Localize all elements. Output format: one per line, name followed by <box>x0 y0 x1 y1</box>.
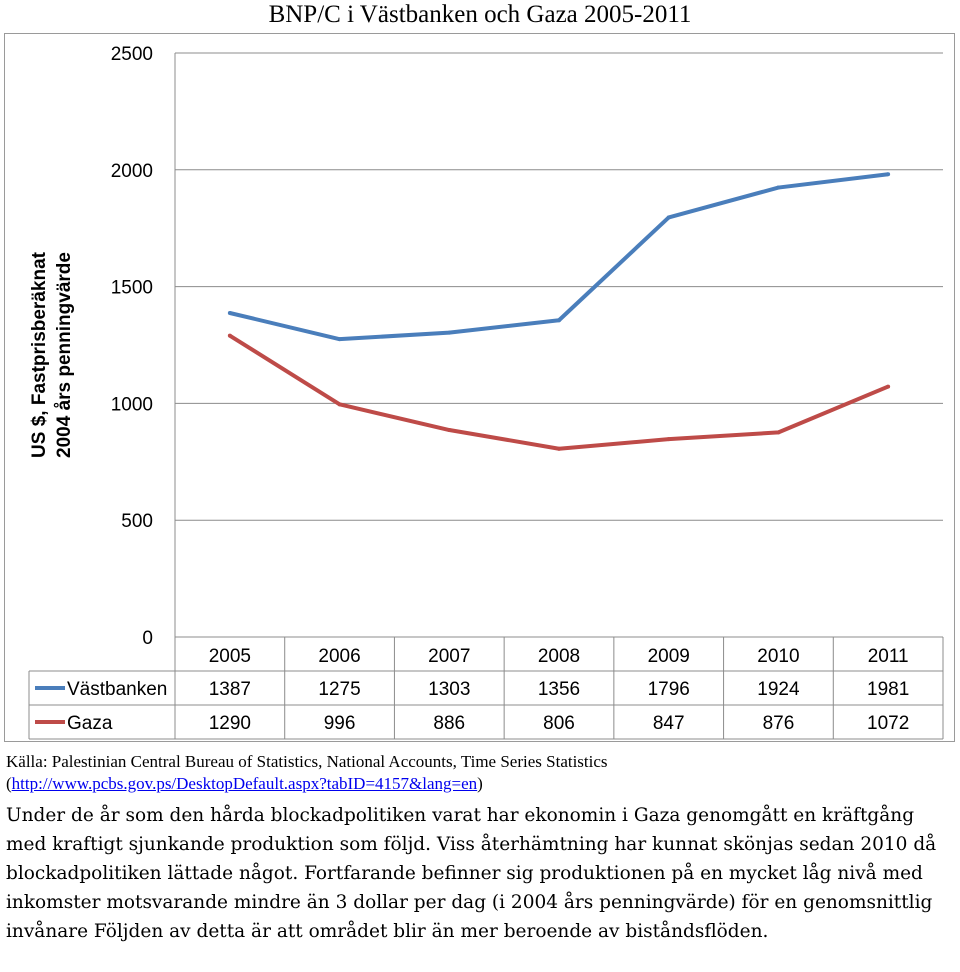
table-value-västbanken-2005: 1387 <box>208 679 251 700</box>
y-axis-title-line-1: US $, Fastprisberäknat <box>29 252 50 458</box>
x-category-label-2007: 2007 <box>428 646 471 667</box>
data-point-västbanken-2008 <box>557 318 561 322</box>
data-point-gaza-2010 <box>776 430 780 434</box>
table-value-gaza-2007: 886 <box>433 713 466 734</box>
table-value-västbanken-2009: 1796 <box>647 679 690 700</box>
data-point-gaza-2008 <box>557 447 561 451</box>
data-point-västbanken-2006 <box>338 337 342 341</box>
legend-label-gaza: Gaza <box>67 713 113 734</box>
table-value-gaza-2006: 996 <box>323 713 356 734</box>
y-tick-label-1500: 1500 <box>110 277 153 299</box>
data-point-västbanken-2011 <box>886 172 890 176</box>
table-value-västbanken-2008: 1356 <box>537 679 581 700</box>
y-axis-title-line-2: 2004 års penningvärde <box>54 252 75 458</box>
source-prefix: Källa: Palestinian Central Bureau of Statistics, National Accounts, Time Series Statistics <box>6 752 608 771</box>
chart-frame <box>4 33 955 742</box>
line-chart <box>5 34 954 741</box>
x-category-label-2005: 2005 <box>208 646 251 667</box>
x-category-label-2006: 2006 <box>318 646 361 667</box>
table-value-västbanken-2011: 1981 <box>867 679 910 700</box>
data-point-gaza-2007 <box>447 428 451 432</box>
x-category-label-2008: 2008 <box>537 646 581 667</box>
y-tick-label-2500: 2500 <box>110 44 153 65</box>
x-category-label-2010: 2010 <box>757 646 800 667</box>
body-paragraph: Under de år som den hårda blockadpolitiken varat har ekonomin i Gaza genomgått en kräftgång med kraftigt sjunkande produktion som följd. Viss återhämtning har kunnat skönjas sedan 2010 då blockadpolitiken lättade något. Fortfarande befinner sig produktionen på en mycket låg nivå med inkomster motsvarande mindre än 3 dollar per dag (i 2004 års penningvärde) för en genomsnittlig invånare Följden av detta är att området blir än mer beroende av biståndsflöden. <box>6 805 937 942</box>
data-point-gaza-2009 <box>667 437 671 441</box>
table-value-västbanken-2010: 1924 <box>757 679 800 700</box>
page-title: BNP/C i Västbanken och Gaza 2005-2011 <box>268 1 692 28</box>
x-category-label-2011: 2011 <box>867 646 909 667</box>
data-point-västbanken-2009 <box>667 215 671 219</box>
source-link[interactable]: http://www.pcbs.gov.ps/DesktopDefault.aspx?tabID=4157&lang=en <box>11 774 478 793</box>
data-point-västbanken-2010 <box>776 186 780 190</box>
data-point-västbanken-2007 <box>447 331 451 335</box>
plot-area <box>175 53 943 637</box>
y-tick-label-1000: 1000 <box>110 394 153 416</box>
y-tick-label-500: 500 <box>121 511 153 533</box>
y-tick-label-2000: 2000 <box>110 160 153 182</box>
legend-label-västbanken: Västbanken <box>67 679 168 700</box>
data-point-västbanken-2005 <box>228 311 232 315</box>
data-point-gaza-2006 <box>338 402 342 406</box>
table-value-gaza-2008: 806 <box>543 713 575 734</box>
y-tick-label-0: 0 <box>142 628 153 649</box>
table-value-gaza-2005: 1290 <box>208 713 251 734</box>
table-value-gaza-2011: 1072 <box>867 713 910 734</box>
table-value-västbanken-2006: 1275 <box>318 679 361 700</box>
table-value-gaza-2010: 876 <box>762 713 795 734</box>
table-value-västbanken-2007: 1303 <box>428 679 471 700</box>
x-category-label-2009: 2009 <box>647 646 690 667</box>
source-close-paren: ) <box>477 774 483 793</box>
data-point-gaza-2011 <box>886 385 890 389</box>
table-value-gaza-2009: 847 <box>652 713 685 734</box>
source-open-paren: ( <box>6 774 12 793</box>
source-citation <box>6 751 956 795</box>
data-point-gaza-2005 <box>228 334 232 338</box>
